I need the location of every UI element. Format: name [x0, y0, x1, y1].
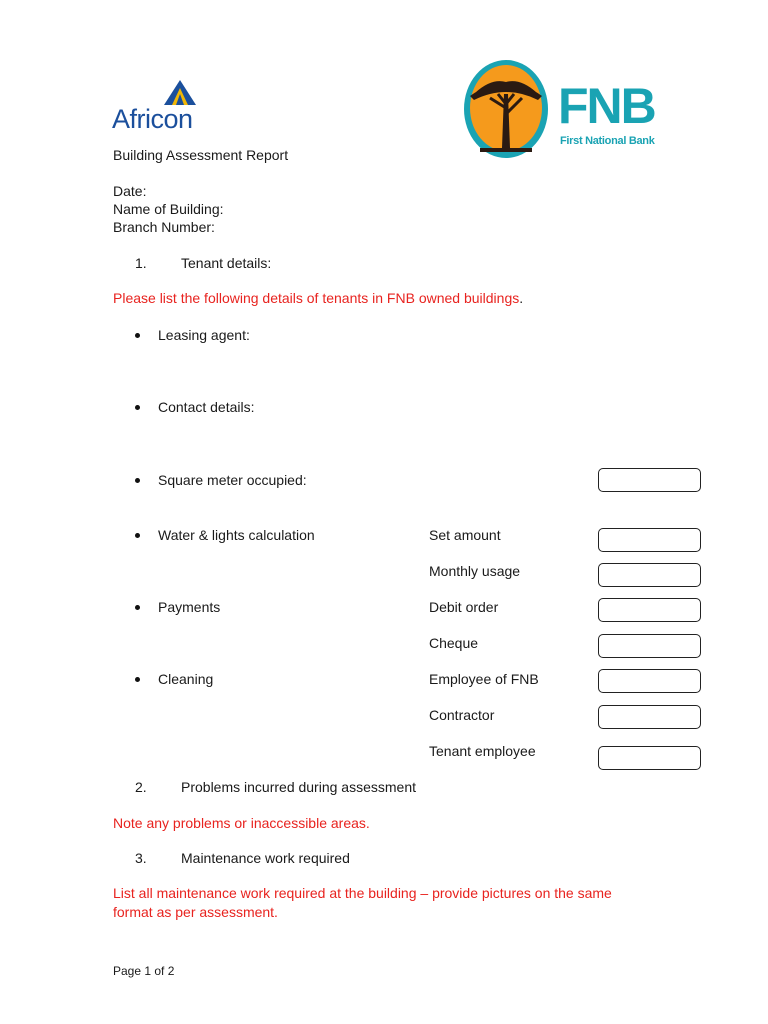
- leasing-agent-label: Leasing agent:: [158, 327, 250, 343]
- branch-number-label: Branch Number:: [113, 219, 215, 235]
- cleaning-label: Cleaning: [158, 671, 214, 687]
- tenant-employee-box[interactable]: [598, 746, 701, 770]
- bullet-icon: [135, 533, 140, 538]
- debit-order-label: Debit order: [429, 599, 499, 615]
- fnb-logo: [462, 58, 662, 160]
- water-lights-label: Water & lights calculation: [158, 527, 315, 543]
- section2-instruction: Note any problems or inaccessible areas.: [113, 815, 370, 831]
- payments-label: Payments: [158, 599, 221, 615]
- fnb-tree-emblem-icon: [462, 58, 550, 160]
- bullet-icon: [135, 478, 140, 483]
- report-title: Building Assessment Report: [113, 147, 289, 163]
- building-name-label: Name of Building:: [113, 201, 224, 217]
- contractor-label: Contractor: [429, 707, 495, 723]
- africon-triangle-icon: [160, 78, 200, 106]
- debit-order-box[interactable]: [598, 598, 701, 622]
- africon-logo: [112, 78, 212, 134]
- date-label: Date:: [113, 183, 147, 199]
- section3-instruction-line2: format as per assessment.: [113, 904, 278, 920]
- contact-details-label: Contact details:: [158, 399, 255, 415]
- square-meter-label: Square meter occupied:: [158, 472, 307, 488]
- monthly-usage-box[interactable]: [598, 563, 701, 587]
- section1-instruction-text: Please list the following details of tenants in FNB owned buildings: [113, 290, 520, 306]
- section1-title: Tenant details:: [181, 255, 272, 271]
- section1-number: 1.: [135, 255, 147, 271]
- section3-instruction-line1: List all maintenance work required at the building – provide pictures on the same: [113, 885, 612, 901]
- section3-number: 3.: [135, 850, 147, 866]
- bullet-icon: [135, 405, 140, 410]
- cheque-label: Cheque: [429, 635, 479, 651]
- africon-wordmark: Africon: [112, 104, 193, 134]
- set-amount-label: Set amount: [429, 527, 501, 543]
- set-amount-box[interactable]: [598, 528, 701, 552]
- employee-fnb-label: Employee of FNB: [429, 671, 539, 687]
- page-number: Page 1 of 2: [113, 964, 175, 978]
- contractor-box[interactable]: [598, 705, 701, 729]
- section1-instruction: [113, 289, 523, 307]
- section1-instruction-period: .: [519, 290, 524, 306]
- fnb-wordmark: FNB: [558, 78, 655, 134]
- fnb-subtitle: First National Bank: [560, 135, 655, 147]
- cheque-box[interactable]: [598, 634, 701, 658]
- section3-title: Maintenance work required: [181, 850, 350, 866]
- section2-number: 2.: [135, 779, 147, 795]
- monthly-usage-label: Monthly usage: [429, 563, 521, 579]
- square-meter-box[interactable]: [598, 468, 701, 492]
- section2-title: Problems incurred during assessment: [181, 779, 416, 795]
- bullet-icon: [135, 333, 140, 338]
- bullet-icon: [135, 677, 140, 682]
- tenant-employee-label: Tenant employee: [429, 743, 536, 759]
- employee-fnb-box[interactable]: [598, 669, 701, 693]
- bullet-icon: [135, 605, 140, 610]
